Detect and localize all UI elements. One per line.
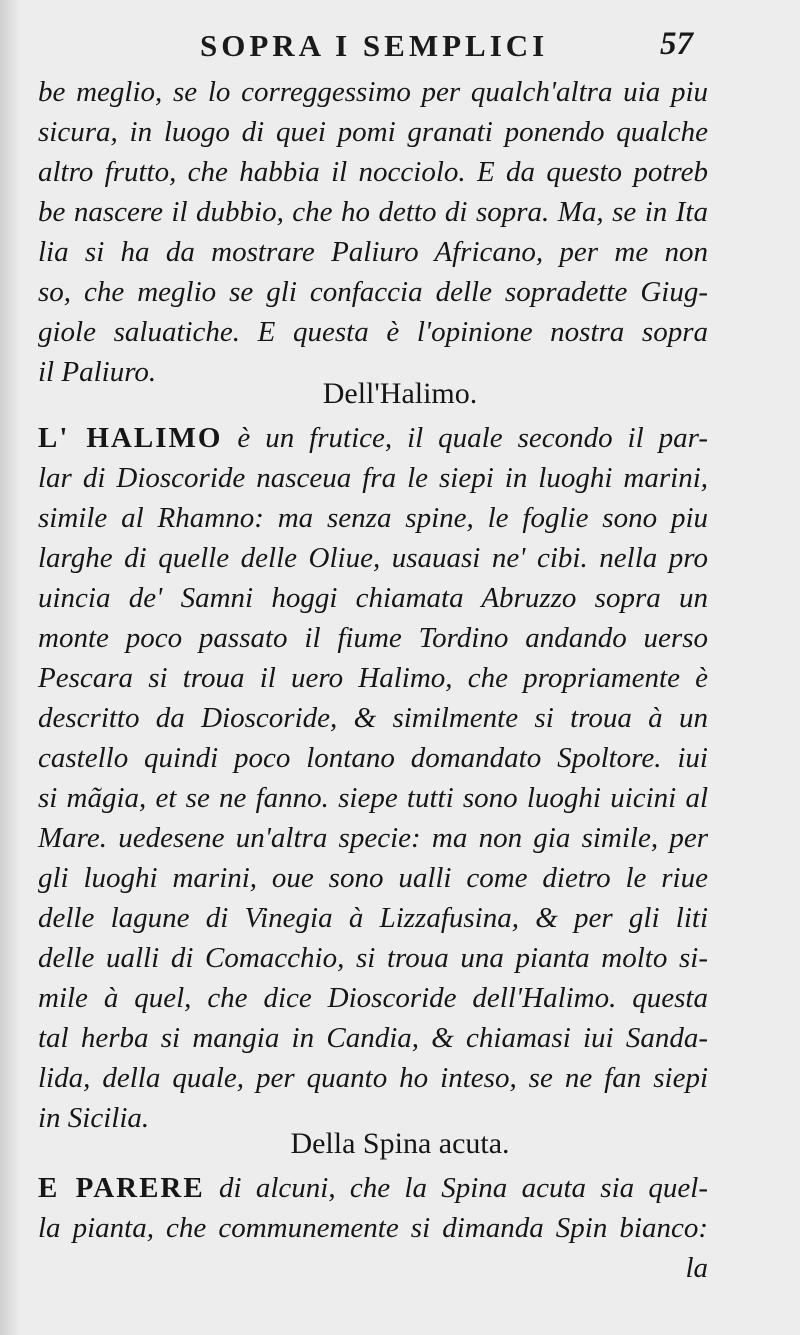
text-line: gli luoghi marini, oue sono ualli come dietro le riue: [38, 862, 708, 894]
line-rest: di alcuni, che la Spina acuta sia quel-: [219, 1172, 709, 1204]
text-line: larghe di quelle delle Oliue, usauasi ne' cibi. nella pro: [38, 542, 708, 574]
lead-words: E PARERE: [38, 1172, 205, 1204]
text-line: la pianta, che communemente si dimanda Spin bianco:: [38, 1212, 708, 1244]
text-line: castello quindi poco lontano domandato Spoltore. iui: [38, 742, 708, 774]
text-line: [38, 1168, 708, 1208]
text-line: sicura, in luogo di quei pomi granati ponendo qualche: [38, 116, 708, 148]
text-line: mile à quel, che dice Dioscoride dell'Halimo. questa: [38, 982, 708, 1014]
text-line: so, che meglio se gli confaccia delle sopradette Giug-: [38, 276, 708, 308]
text-line: lia si ha da mostrare Paliuro Africano, per me non: [38, 236, 708, 268]
text-line: [38, 418, 708, 458]
section-heading-spina-acuta: Della Spina acuta.: [290, 1127, 510, 1160]
text-line: Mare. uedesene un'altra specie: ma non gia simile, per: [38, 822, 708, 854]
text-line: delle ualli di Comacchio, si troua una pianta molto si-: [38, 942, 708, 974]
text-line: simile al Rhamno: ma senza spine, le foglie sono piu: [38, 502, 708, 534]
text-line: be meglio, se lo correggessimo per qualch'altra uia piu: [38, 76, 708, 108]
text-line: be nascere il dubbio, che ho detto di sopra. Ma, se in Ita: [38, 196, 708, 228]
page-header: [0, 26, 800, 76]
section-heading-halimo: Dell'Halimo.: [322, 377, 478, 410]
text-line: lar di Dioscoride nasceua fra le siepi in luoghi marini,: [38, 462, 708, 494]
text-line: il Paliuro.: [38, 356, 157, 388]
text-line: in Sicilia.: [38, 1102, 150, 1134]
catchword: la: [685, 1252, 708, 1284]
text-line: si mãgia, et se ne fanno. siepe tutti sono luoghi uicini al: [38, 782, 708, 814]
text-line: altro frutto, che habbia il nocciolo. E da questo potreb: [38, 156, 708, 188]
text-line: monte poco passato il fiume Tordino andando uerso: [38, 622, 708, 654]
text-line: giole saluatiche. E questa è l'opinione nostra sopra: [38, 316, 708, 348]
text-line: tal herba si mangia in Candia, & chiamasi iui Sanda-: [38, 1022, 708, 1054]
text-line: Pescara si troua il uero Halimo, che propriamente è: [38, 662, 708, 694]
text-line: delle lagune di Vinegia à Lizzafusina, & per gli liti: [38, 902, 708, 934]
text-line: lida, della quale, per quanto ho inteso, se ne fan siepi: [38, 1062, 708, 1094]
page-number: 57: [660, 26, 693, 62]
text-line: uincia de' Samni hoggi chiamata Abruzzo sopra un: [38, 582, 708, 614]
running-head: SOPRA I SEMPLICI: [200, 28, 549, 63]
text-line: descritto da Dioscoride, & similmente si troua à un: [38, 702, 708, 734]
line-rest: è un frutice, il quale secondo il par-: [237, 422, 708, 454]
lead-words: L' HALIMO: [38, 422, 223, 454]
